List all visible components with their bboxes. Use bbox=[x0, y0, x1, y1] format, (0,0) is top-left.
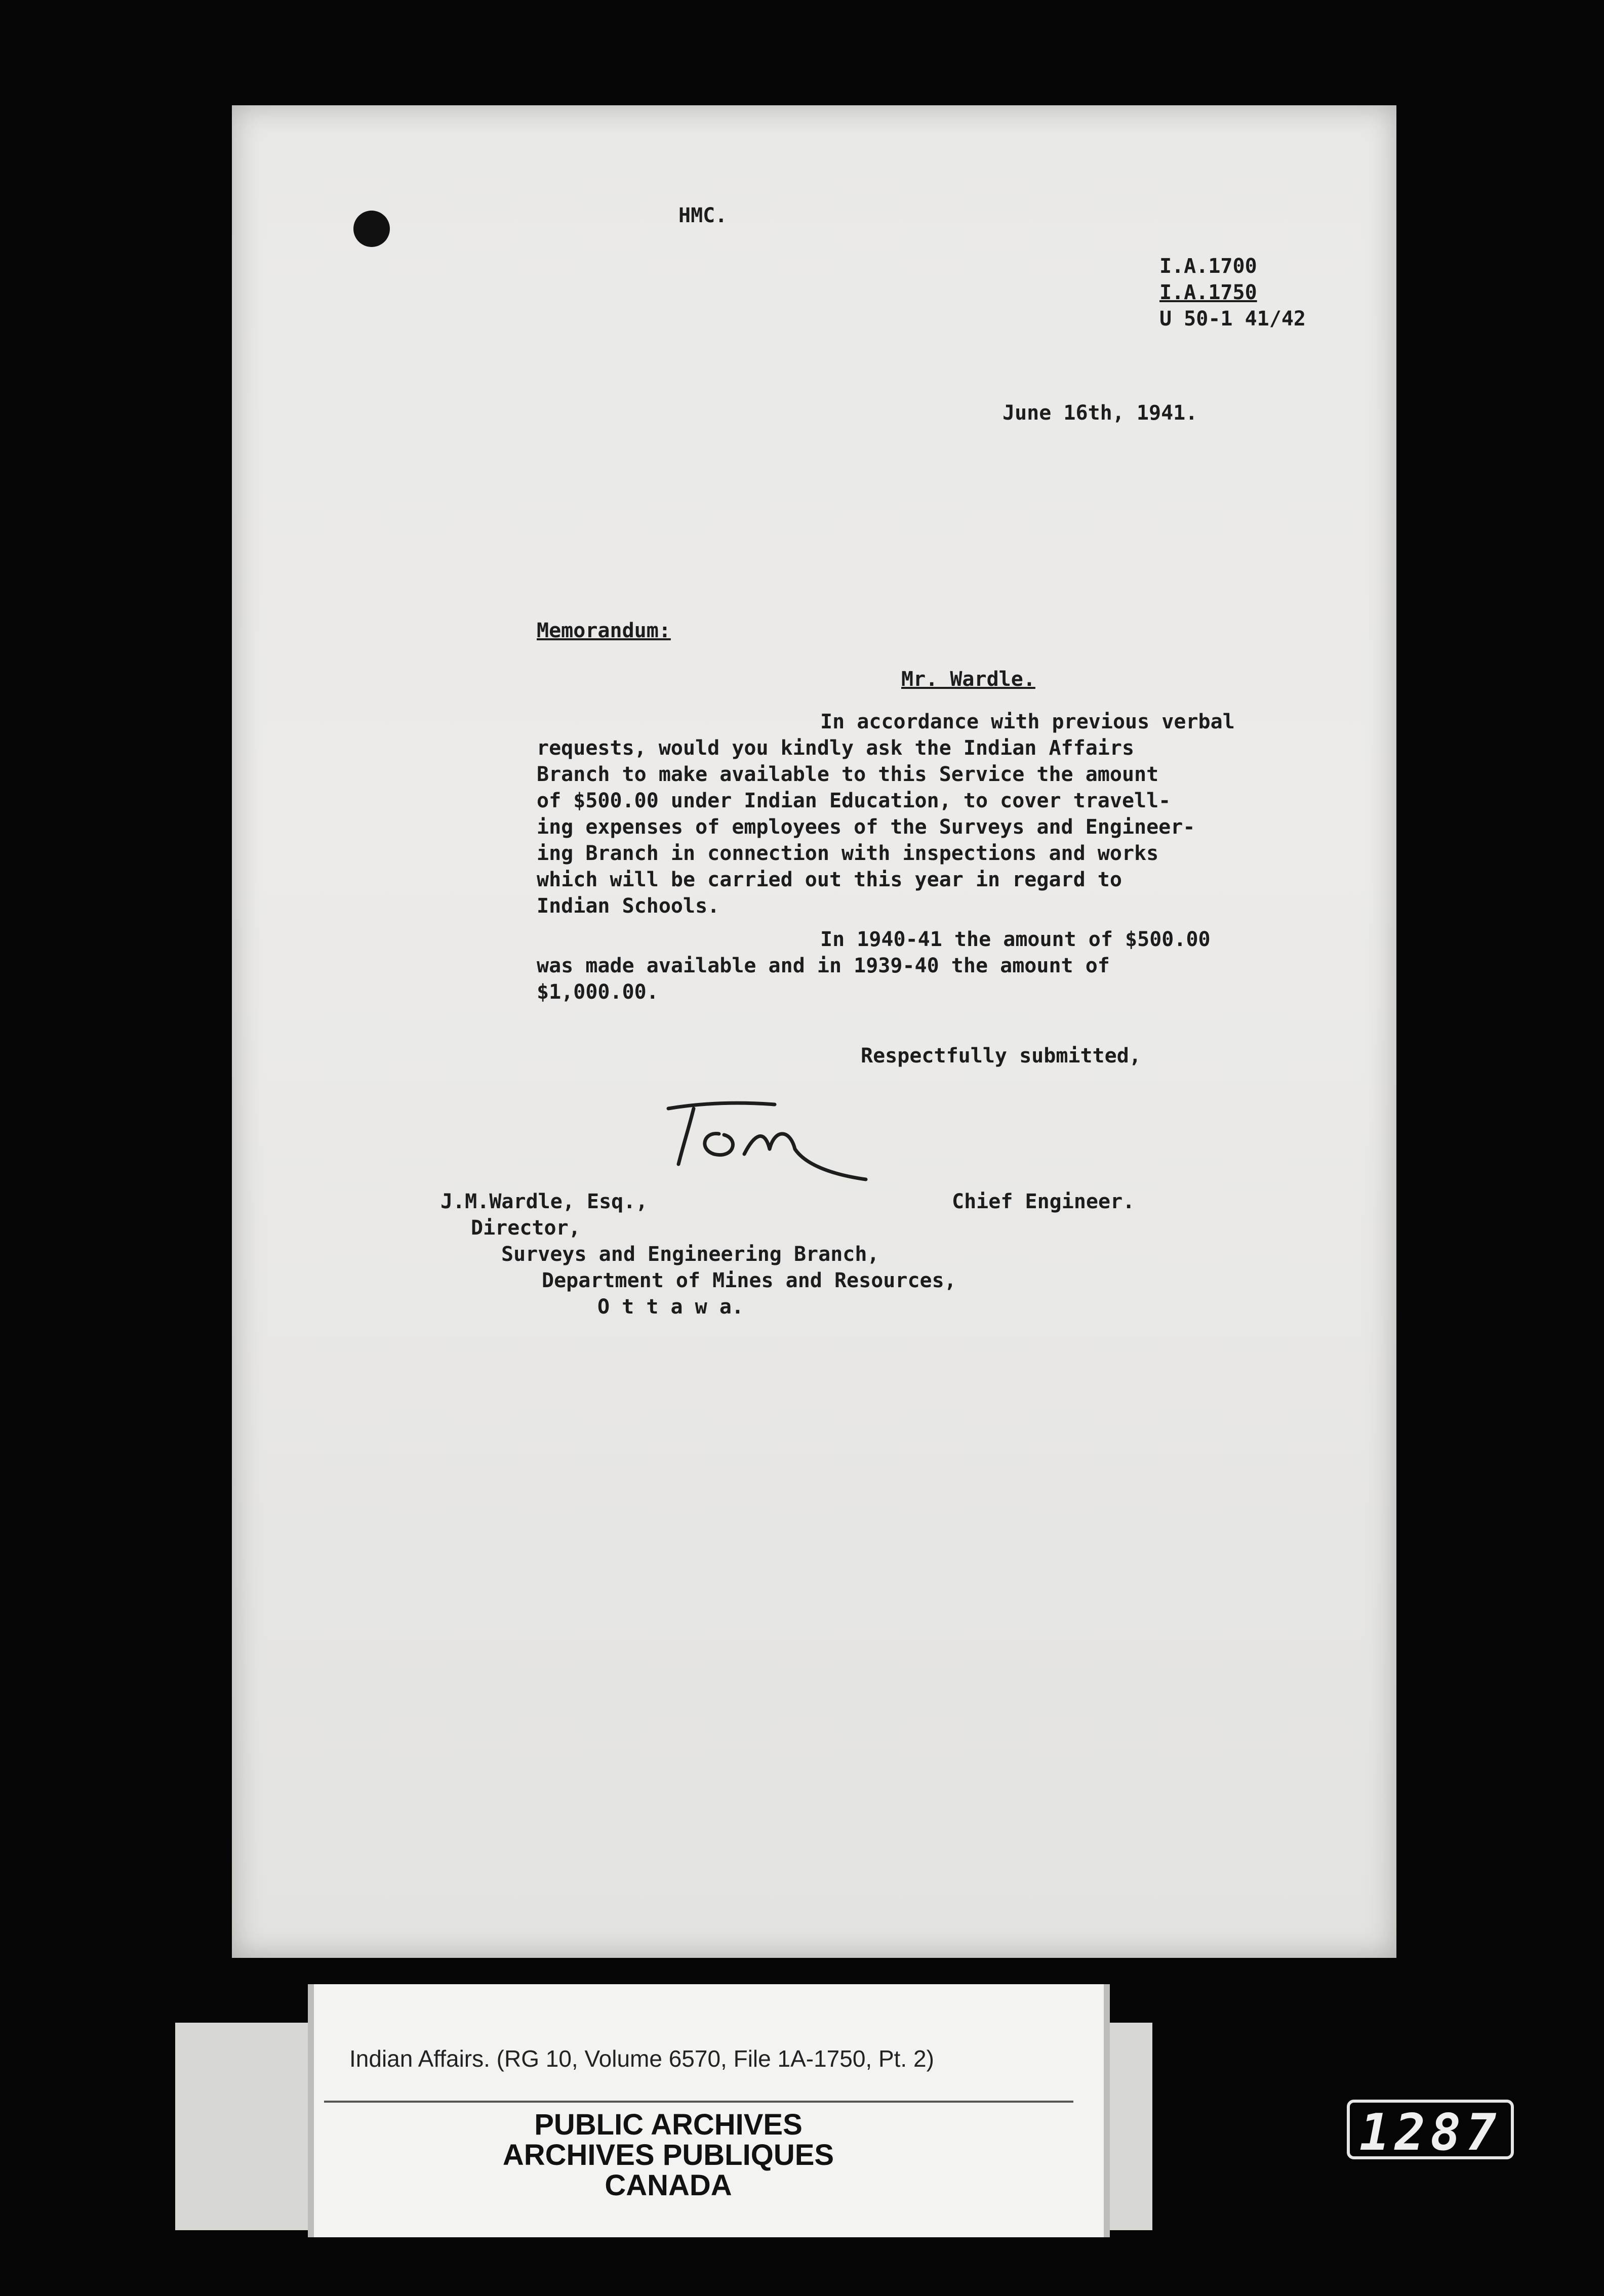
file-ref-3: U 50-1 41/42 bbox=[1159, 307, 1306, 331]
paragraph1-line: which will be carried out this year in regard to bbox=[537, 868, 1122, 891]
document-page bbox=[232, 105, 1396, 1958]
signatory-title: Chief Engineer. bbox=[952, 1190, 1135, 1213]
recipient-title: Director, bbox=[471, 1216, 581, 1240]
recipient-city: O t t a w a. bbox=[597, 1295, 744, 1319]
paragraph1-line: In accordance with previous verbal bbox=[820, 710, 1235, 733]
document-date: June 16th, 1941. bbox=[1002, 401, 1198, 425]
paragraph1-line: ing expenses of employees of the Surveys and Engineer- bbox=[537, 815, 1195, 839]
paragraph1-line: requests, would you kindly ask the Indian Affairs bbox=[537, 736, 1135, 760]
addressee: Mr. Wardle. bbox=[901, 668, 1035, 691]
archive-reference: Indian Affairs. (RG 10, Volume 6570, File 1A-1750, Pt. 2) bbox=[349, 2045, 934, 2072]
archive-line-3: CANADA bbox=[605, 2169, 732, 2202]
paragraph2-line: $1,000.00. bbox=[537, 980, 659, 1004]
paragraph1-line: of $500.00 under Indian Education, to cover travell- bbox=[537, 789, 1171, 812]
recipient-name: J.M.Wardle, Esq., bbox=[440, 1190, 648, 1213]
paragraph2-line: In 1940-41 the amount of $500.00 bbox=[820, 928, 1211, 951]
file-ref-2: I.A.1750 bbox=[1159, 281, 1257, 304]
closing: Respectfully submitted, bbox=[861, 1044, 1141, 1068]
file-ref-1: I.A.1700 bbox=[1159, 255, 1257, 278]
recipient-branch: Surveys and Engineering Branch, bbox=[501, 1243, 879, 1266]
frame-number: 1287 bbox=[1347, 2100, 1514, 2159]
archive-line-1: PUBLIC ARCHIVES bbox=[534, 2108, 803, 2141]
signature bbox=[658, 1088, 881, 1190]
paragraph1-line: Branch to make available to this Service the amount bbox=[537, 763, 1159, 786]
recipient-department: Department of Mines and Resources, bbox=[542, 1269, 956, 1292]
paragraph2-line: was made available and in 1939-40 the amount of bbox=[537, 954, 1110, 977]
memo-heading: Memorandum: bbox=[537, 619, 671, 642]
paragraph1-line: Indian Schools. bbox=[537, 894, 720, 918]
header-initials: HMC. bbox=[678, 204, 728, 227]
archive-line-2: ARCHIVES PUBLIQUES bbox=[502, 2139, 834, 2171]
paragraph1-line: ing Branch in connection with inspections and works bbox=[537, 842, 1159, 865]
punch-hole bbox=[353, 211, 390, 247]
label-divider bbox=[324, 2101, 1073, 2103]
